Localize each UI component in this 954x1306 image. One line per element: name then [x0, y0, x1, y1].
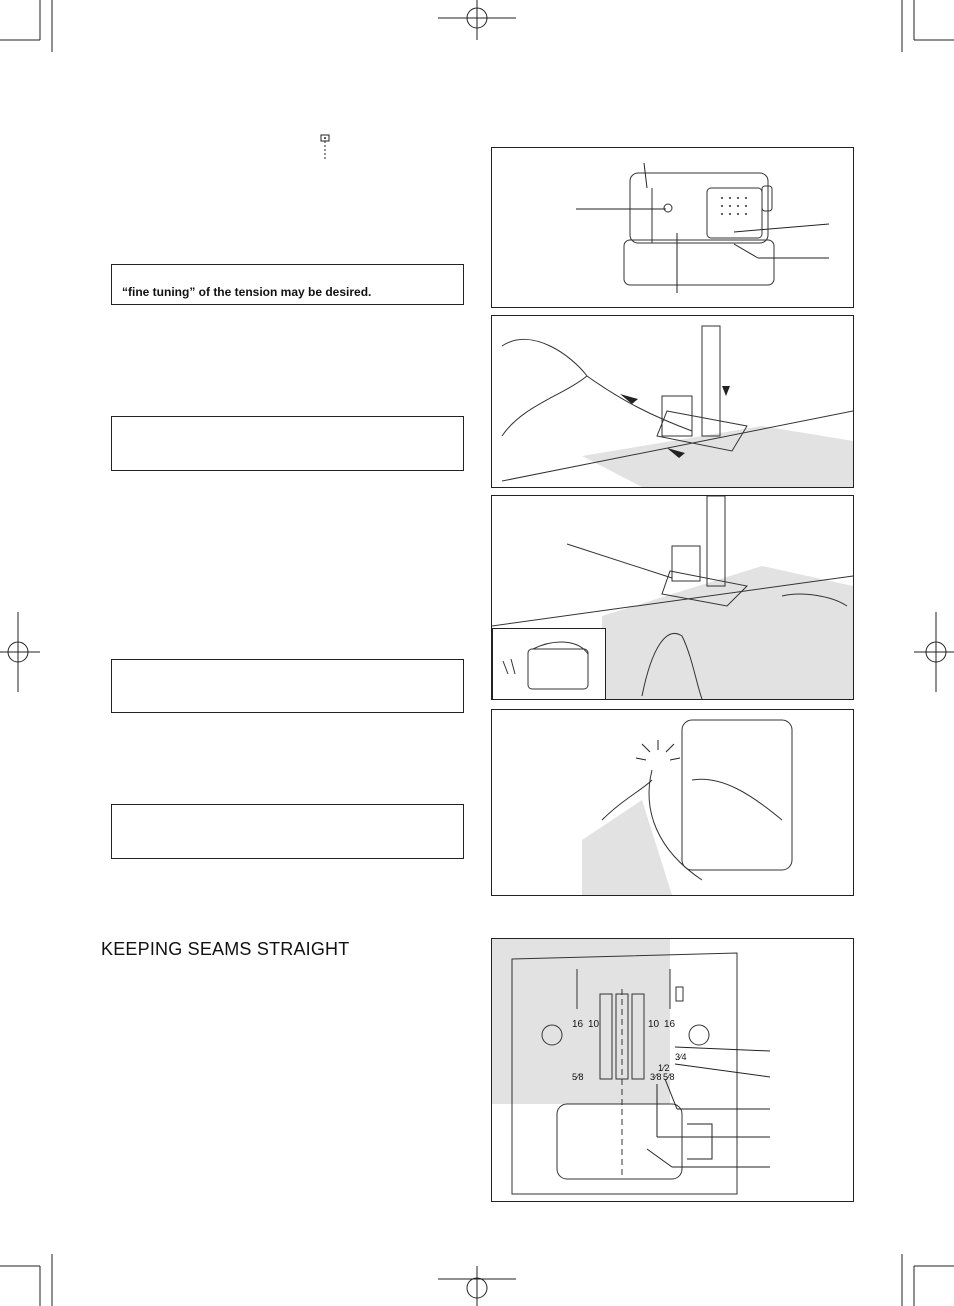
figure-guide-fabric	[491, 495, 854, 700]
seam-fraction-left: 5⁄8	[572, 1072, 584, 1082]
seam-fraction-38: 3⁄8	[650, 1072, 662, 1082]
figure-thread-under-foot	[491, 315, 854, 488]
seam-fraction-58: 5⁄8	[663, 1072, 675, 1082]
figure-pull-thread	[491, 709, 854, 896]
note-box-4	[111, 804, 464, 859]
seam-mark-left-16: 16	[572, 1019, 584, 1030]
note-text-fine-tuning: “fine tuning” of the tension may be desired.	[122, 285, 372, 299]
note-box-tension	[111, 264, 464, 305]
presser-foot-illustration	[492, 316, 853, 487]
sewing-machine-illustration	[492, 148, 853, 307]
section-heading: KEEPING SEAMS STRAIGHT	[101, 939, 350, 959]
figure-seam-guide	[491, 938, 854, 1202]
dial-symbol-icon	[0, 0, 954, 170]
seam-mark-left-10: 10	[588, 1019, 600, 1030]
seam-fraction-34: 3⁄4	[675, 1052, 687, 1062]
seam-mark-right-10: 10	[648, 1019, 660, 1030]
foot-pedal-inset	[492, 628, 606, 700]
foot-pedal-icon	[493, 629, 605, 699]
thread-pulling-illustration	[492, 710, 853, 895]
note-box-3	[111, 659, 464, 713]
note-box-2	[111, 416, 464, 471]
seam-mark-right-16: 16	[664, 1019, 676, 1030]
seam-fraction-12: 1⁄2	[658, 1063, 670, 1073]
needle-plate-illustration	[492, 939, 853, 1201]
figure-machine-overview	[491, 147, 854, 308]
